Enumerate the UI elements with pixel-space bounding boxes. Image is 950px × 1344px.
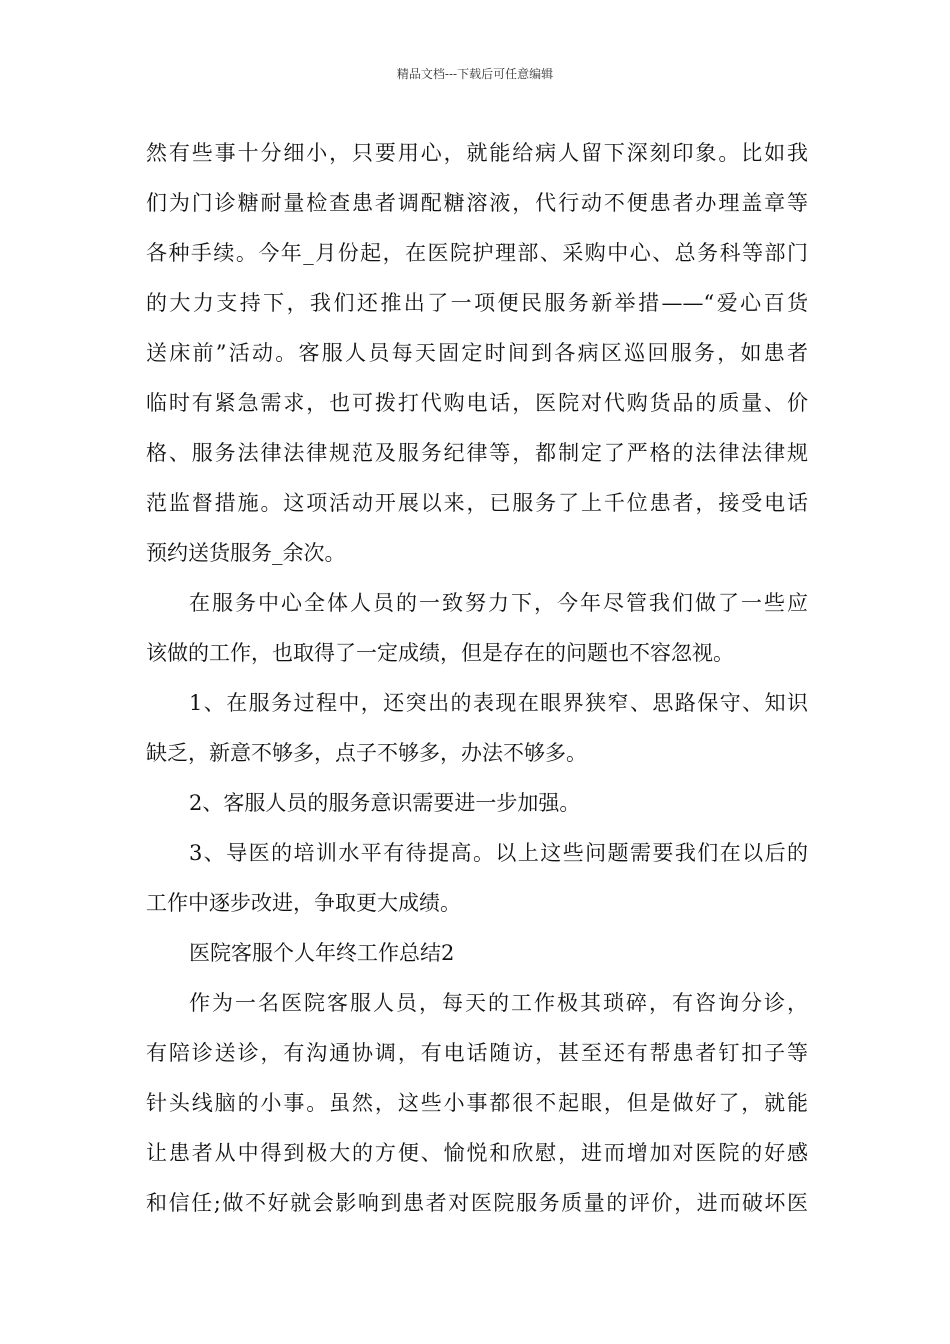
text-line: 送床前”活动。客服人员每天固定时间到各病区巡回服务，如患者 [146,341,808,365]
text-line: 有陪诊送诊，有沟通协调，有电话随访，甚至还有帮患者钉扣子等 [146,1041,808,1065]
text-line: 工作中逐步改进，争取更大成绩。 [146,891,461,915]
text-line: 该做的工作，也取得了一定成绩，但是存在的问题也不容忽视。 [146,641,734,665]
page-header: 精品文档---下载后可任意编辑 [396,67,554,81]
section-heading: 医院客服个人年终工作总结2 [189,941,455,965]
text-line: 针头线脑的小事。虽然，这些小事都很不起眼，但是做好了，就能 [146,1091,808,1115]
text-line: 作为一名医院客服人员，每天的工作极其琐碎，有咨询分诊， [189,991,808,1015]
text-line: 缺乏，新意不够多，点子不够多，办法不够多。 [146,741,587,765]
text-line: 让患者从中得到极大的方便、愉悦和欣慰，进而增加对医院的好感 [146,1141,808,1165]
text-line: 预约送货服务_余次。 [146,541,346,565]
text-line: 们为门诊糖耐量检查患者调配糖溶液，代行动不便患者办理盖章等 [146,191,808,215]
text-line: 各种手续。今年_月份起，在医院护理部、采购中心、总务科等部门 [146,241,808,265]
text-line: 然有些事十分细小，只要用心，就能给病人留下深刻印象。比如我 [146,141,808,165]
text-line: 3、导医的培训水平有待提高。以上这些问题需要我们在以后的 [189,841,808,865]
document-body [146,128,808,1228]
text-line: 格、服务法律法律规范及服务纪律等，都制定了严格的法律法律规 [146,441,808,465]
text-line: 1、在服务过程中，还突出的表现在眼界狭窄、思路保守、知识 [189,691,808,715]
text-line: 在服务中心全体人员的一致努力下，今年尽管我们做了一些应 [189,591,808,615]
text-line: 2、客服人员的服务意识需要进一步加强。 [189,791,581,815]
text-line: 临时有紧急需求，也可拨打代购电话，医院对代购货品的质量、价 [146,391,808,415]
text-line: 的大力支持下，我们还推出了一项便民服务新举措——“爱心百货 [146,291,808,315]
text-line: 和信任;做不好就会影响到患者对医院服务质量的评价，进而破坏医 [146,1191,808,1215]
text-line: 范监督措施。这项活动开展以来，已服务了上千位患者，接受电话 [146,491,808,515]
